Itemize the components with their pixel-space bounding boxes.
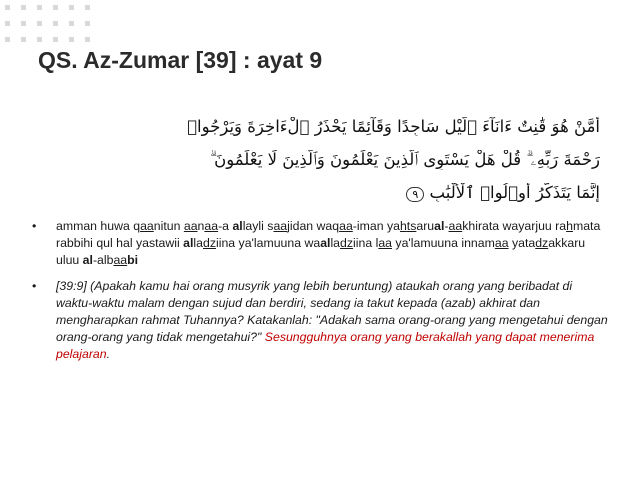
- transliteration-segment: h: [566, 219, 573, 233]
- transliteration-segment: nitun: [153, 219, 184, 233]
- transliteration-segment: -a: [218, 219, 233, 233]
- transliteration-segment: akkaru uluu: [56, 236, 586, 267]
- transliteration-segment: jidan waq: [287, 219, 340, 233]
- translation-text: [39:9] (Apakah kamu hai orang musyrik yang lebih beruntung) ataukah orang yang beribadat di waktu-waktu malam dengan sujud dan berdiri, sedang ia takut kepada (azab) akhirat dan mengharapkan rahmat Tuhannya? Katakanlah: "Adakah sama orang-orang yang mengetahui dengan orang-orang yang tidak mengetahui?": [56, 279, 608, 344]
- decorative-dot: [85, 21, 90, 26]
- decorative-dot: [53, 37, 58, 42]
- arabic-verse-line-1: أَمَّنْ هُوَ قَٰنِتٌ ءَانَآءَ ٱلَّيْلِ سَاجِدًا وَقَآئِمًا يَحْذَرُ ٱلْءَاخِرَةَ وَيَرْجُوا۟: [187, 117, 600, 136]
- bullet-list: [32, 218, 608, 363]
- transliteration-segment: al: [320, 236, 331, 250]
- translation-item: [32, 278, 608, 363]
- ayah-number-marker: ٩: [406, 187, 424, 202]
- decorative-dot: [21, 37, 26, 42]
- transliteration-segment: aru: [416, 219, 435, 233]
- decorative-dot: [21, 21, 26, 26]
- transliteration-item: [32, 218, 608, 269]
- transliteration-segment: khirata wayarjuu ra: [462, 219, 567, 233]
- transliteration-segment: dz: [535, 236, 549, 250]
- transliteration-segment: bi: [127, 253, 139, 267]
- transliteration-segment: layli s: [242, 219, 274, 233]
- bullet-icon: •: [32, 279, 37, 293]
- decorative-dot: [85, 37, 90, 42]
- transliteration-segment: aa: [183, 219, 198, 233]
- transliteration-segment: dz: [202, 236, 216, 250]
- decorative-dot: [21, 5, 26, 10]
- transliteration-segment: al: [232, 219, 243, 233]
- bullet-icon: •: [32, 219, 37, 233]
- transliteration-segment: aa: [448, 219, 463, 233]
- decorative-dot: [69, 37, 74, 42]
- transliteration-text: [56, 219, 600, 267]
- transliteration-segment: iina ya'lamuuna wa: [215, 236, 321, 250]
- transliteration-segment: al: [82, 253, 93, 267]
- decorative-dot: [85, 5, 90, 10]
- decorative-dot: [69, 5, 74, 10]
- transliteration-segment: aa: [339, 219, 353, 233]
- transliteration-segment: ya'lamuuna innam: [392, 236, 495, 250]
- transliteration-segment: aa: [204, 219, 219, 233]
- decorative-dot: [37, 37, 42, 42]
- transliteration-segment: -alb: [92, 253, 114, 267]
- decorative-dot: [5, 21, 10, 26]
- decorative-dot: [53, 21, 58, 26]
- transliteration-segment: mata rabbihi qul hal yastawii: [56, 219, 601, 250]
- translation-highlight: Sesungguhnya orang yang berakallah yang dapat menerima pelajaran: [56, 330, 595, 361]
- transliteration-segment: h: [399, 219, 407, 233]
- transliteration-segment: -: [444, 219, 449, 233]
- transliteration-segment: aa: [113, 253, 128, 267]
- transliteration-segment: -iman ya: [352, 219, 400, 233]
- transliteration-segment: aa: [494, 236, 509, 250]
- transliteration-segment: al: [434, 219, 445, 233]
- page-title: QS. Az-Zumar [39] : ayat 9: [38, 47, 323, 73]
- transliteration-segment: aa: [140, 219, 154, 233]
- transliteration-segment: la: [330, 236, 341, 250]
- transliteration-segment: aa: [378, 236, 393, 250]
- arabic-verse-line-2: رَحْمَةَ رَبِّهِۦ ۗ قُلْ هَلْ يَسْتَوِى ٱلَّذِينَ يَعْلَمُونَ وَٱلَّذِينَ لَا يَعْلَمُونَ ۗ: [210, 150, 600, 169]
- decorative-dot: [53, 5, 58, 10]
- decorative-dot-grid: [5, 5, 101, 47]
- transliteration-segment: yata: [508, 236, 536, 250]
- decorative-dot: [37, 5, 42, 10]
- decorative-dot: [5, 37, 10, 42]
- translation-end: .: [106, 347, 111, 361]
- arabic-verse-line-3: [40, 183, 600, 202]
- transliteration-segment: iina l: [353, 236, 379, 250]
- decorative-dot: [69, 21, 74, 26]
- decorative-dot: [5, 5, 10, 10]
- transliteration-segment: n: [197, 219, 205, 233]
- transliteration-segment: aa: [273, 219, 288, 233]
- transliteration-segment: amman huwa q: [56, 219, 141, 233]
- arabic-verse-line-3-text: إِنَّمَا يَتَذَكَّرُ أُو۟لُوا۟ ٱلْأَلْبَٰبِ: [429, 183, 600, 202]
- transliteration-segment: ts: [406, 219, 417, 233]
- transliteration-segment: la: [193, 236, 203, 250]
- transliteration-segment: dz: [340, 236, 354, 250]
- transliteration-segment: al: [183, 236, 194, 250]
- decorative-dot: [37, 21, 42, 26]
